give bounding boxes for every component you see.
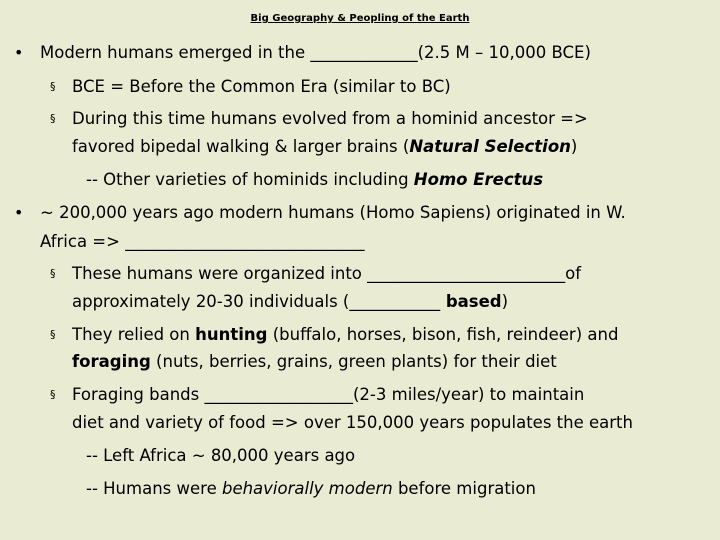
sub-bullet-foraging-bands-cont: diet and variety of food => over 150,000 years populates the earth bbox=[72, 413, 633, 432]
text-segment: (2-3 miles/year) to maintain bbox=[352, 385, 585, 404]
text-segment: Africa => bbox=[40, 232, 126, 251]
homo-erectus-term: Homo Erectus bbox=[413, 170, 544, 189]
behaviorally-modern-term: behaviorally modern bbox=[221, 479, 393, 498]
based-term: based bbox=[440, 292, 502, 311]
slide-title: Big Geography & Peopling of the Earth bbox=[250, 13, 470, 24]
text-segment: -- Humans were bbox=[86, 479, 222, 498]
text-segment: (nuts, berries, grains, green plants) for their diet bbox=[150, 352, 557, 371]
bullet-line-1 bbox=[40, 43, 591, 63]
fill-in-blank: _____________ bbox=[310, 43, 418, 62]
bullet-line-2-cont bbox=[40, 232, 364, 252]
bullet-square-icon: § bbox=[50, 80, 56, 93]
sub-bullet-organization bbox=[72, 264, 581, 284]
foraging-term: foraging bbox=[72, 352, 151, 371]
bullet-square-icon: § bbox=[50, 267, 56, 280]
bullet-line-2: ~ 200,000 years ago modern humans (Homo Sapiens) originated in W. bbox=[40, 203, 626, 222]
left-africa-line: -- Left Africa ~ 80,000 years ago bbox=[86, 446, 356, 465]
text-segment: These humans were organized into bbox=[72, 264, 368, 283]
sub-bullet-evolution: During this time humans evolved from a hominid ancestor => bbox=[72, 109, 588, 128]
sub-bullet-bce: BCE = Before the Common Era (similar to BC) bbox=[72, 77, 451, 96]
fill-in-blank: ___________ bbox=[349, 292, 441, 311]
sub-bullet-hunting-cont bbox=[72, 352, 557, 372]
bullet-dot-icon: • bbox=[14, 203, 24, 222]
fill-in-blank: ________________________ bbox=[367, 264, 566, 283]
bullet-square-icon: § bbox=[50, 388, 56, 401]
hunting-term: hunting bbox=[195, 325, 268, 344]
sub-bullet-evolution-cont bbox=[72, 137, 577, 157]
hominid-varieties-line bbox=[86, 170, 543, 190]
text-segment: Modern humans emerged in the bbox=[40, 43, 311, 62]
text-segment: ) bbox=[570, 137, 578, 156]
text-segment: -- Other varieties of hominids including bbox=[86, 170, 414, 189]
behaviorally-modern-line bbox=[86, 479, 536, 499]
text-segment: approximately 20-30 individuals ( bbox=[72, 292, 350, 311]
bullet-dot-icon: • bbox=[14, 43, 24, 62]
text-segment: ) bbox=[501, 292, 509, 311]
natural-selection-term: Natural Selection bbox=[409, 137, 571, 156]
fill-in-blank: __________________ bbox=[204, 385, 353, 404]
text-segment: Foraging bands bbox=[72, 385, 205, 404]
fill-in-blank: _____________________________ bbox=[125, 232, 365, 251]
text-segment: (buffalo, horses, bison, fish, reindeer) and bbox=[267, 325, 619, 344]
sub-bullet-hunting bbox=[72, 325, 618, 345]
text-segment: of bbox=[565, 264, 582, 283]
sub-bullet-organization-cont bbox=[72, 292, 508, 312]
bullet-square-icon: § bbox=[50, 328, 56, 341]
text-segment: (2.5 M – 10,000 BCE) bbox=[417, 43, 591, 62]
sub-bullet-foraging-bands bbox=[72, 385, 584, 405]
text-segment: before migration bbox=[392, 479, 536, 498]
text-segment: favored bipedal walking & larger brains ( bbox=[72, 137, 410, 156]
text-segment: They relied on bbox=[72, 325, 196, 344]
bullet-square-icon: § bbox=[50, 112, 56, 125]
